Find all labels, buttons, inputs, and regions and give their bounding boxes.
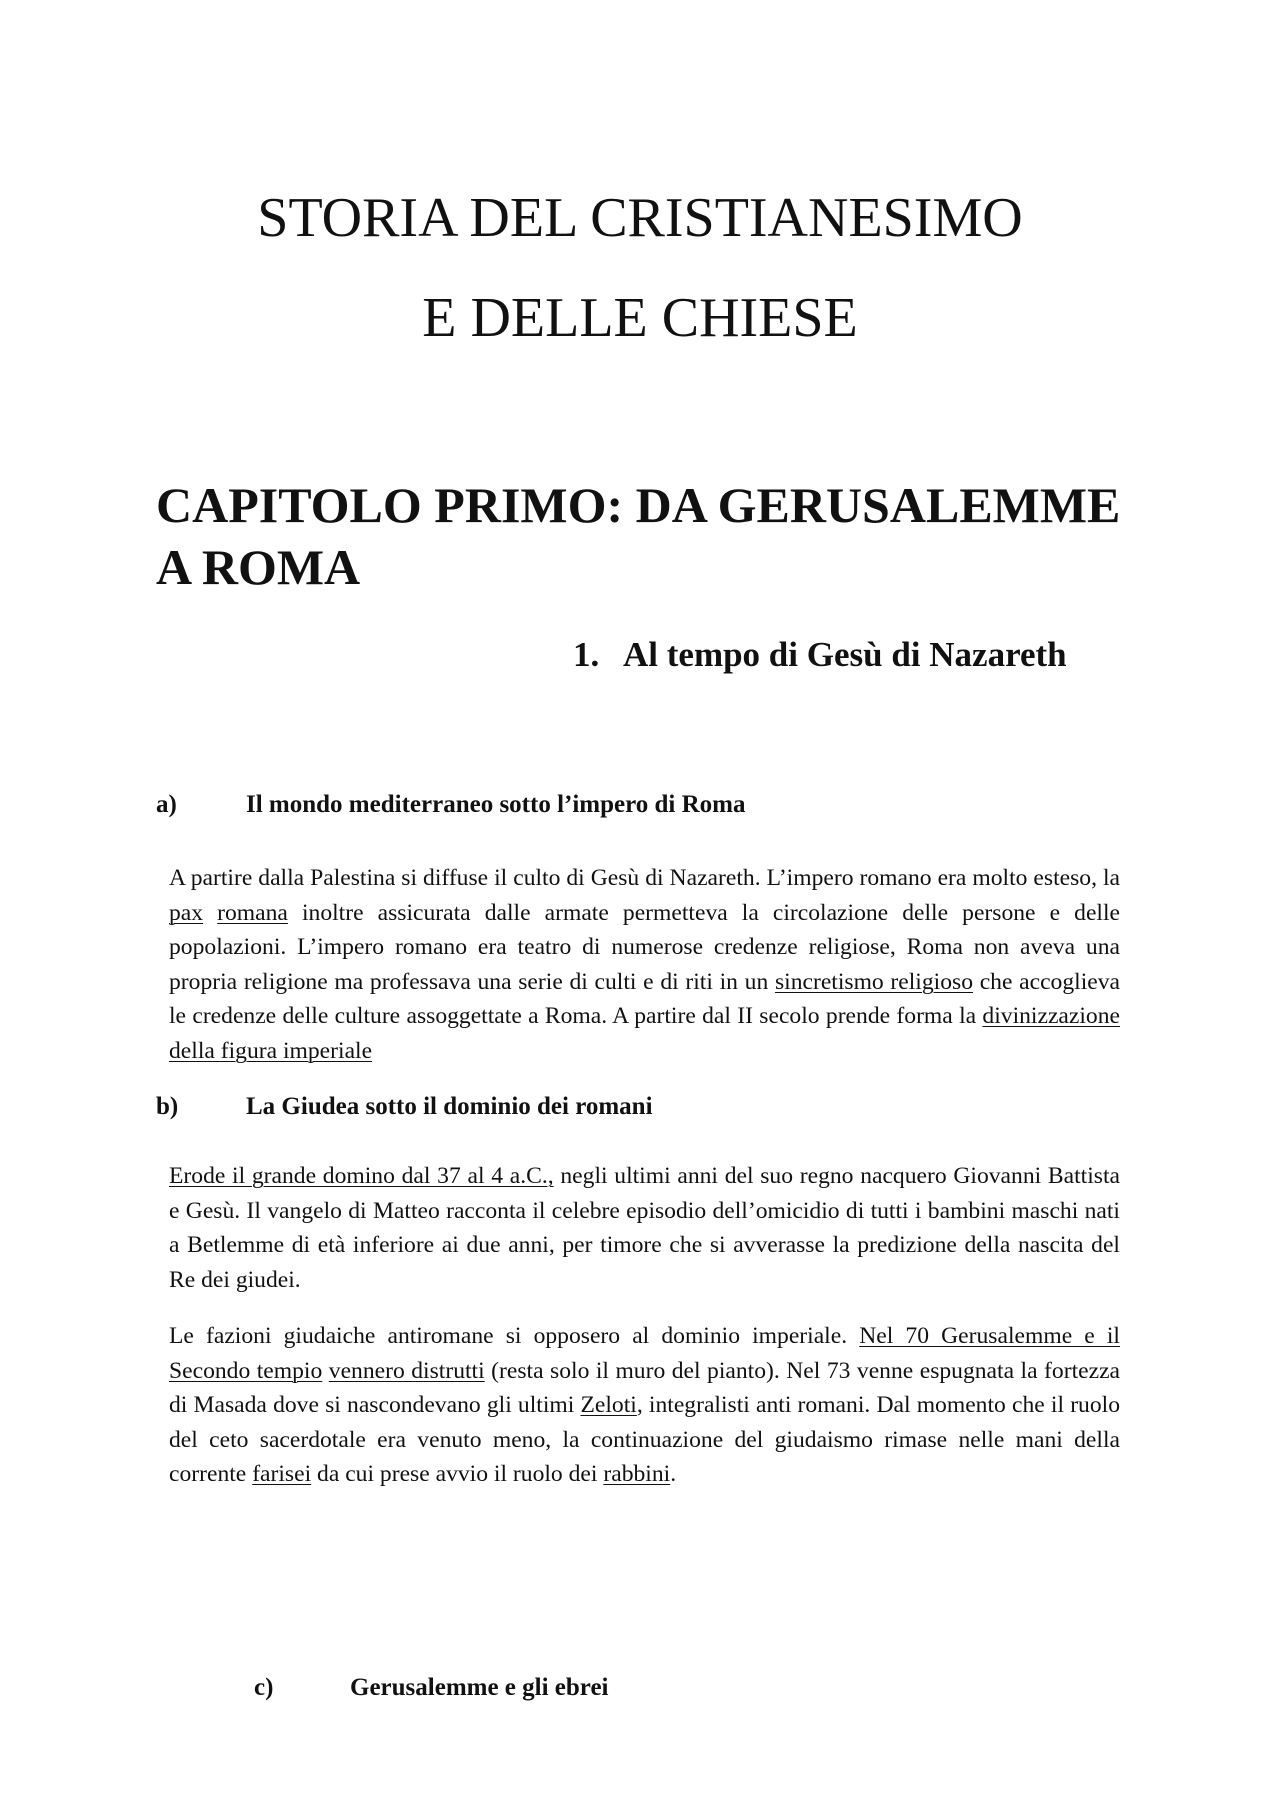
text-run: .: [670, 1461, 677, 1488]
section-number: 1.: [573, 635, 600, 674]
subsection-b-title: La Giudea sotto il dominio dei romani: [246, 1093, 653, 1120]
underlined-term-nel-70: Nel 70 Gerusalemme e il Secondo tempio: [169, 1323, 1120, 1384]
subsection-b-paragraph-1: [169, 1159, 1120, 1297]
subsection-b-letter: b): [156, 1093, 179, 1120]
underlined-term-pax: pax: [169, 899, 204, 926]
text-run: , integralisti anti romani. Dal momento che il ruolo del ceto sacerdotale era venuto meno, la continuazione del giudaismo rimase nelle mani della corrente: [169, 1392, 1120, 1488]
underlined-term-divinizzazione: divinizzazione della figura imperiale: [169, 1003, 1120, 1064]
document-title-line-1: STORIA DEL CRISTIANESIMO: [257, 187, 1023, 249]
chapter-title: CAPITOLO PRIMO: DA GERUSALEMME A ROMA: [156, 477, 1121, 595]
text-run: che accoglieva le credenze delle culture assoggettate a Roma. A partire dal II secolo prende forma la: [169, 968, 1120, 1030]
text-run: negli ultimi anni del suo regno nacquero Giovanni Battista e Gesù. Il vangelo di Matteo racconta il celebre episodio dell’omicidio di tutti i bambini maschi nati a Betlemme di età inferiore ai due anni, per timore che si avverasse la predizione della nascita del Re dei giudei.: [169, 1163, 1120, 1293]
subsection-a-letter: a): [156, 791, 177, 818]
underlined-term-farisei: farisei: [252, 1461, 312, 1488]
underlined-term-sincretismo: sincretismo religioso: [774, 968, 973, 995]
subsection-a-title: Il mondo mediterraneo sotto l’impero di Roma: [246, 791, 746, 818]
subsection-b-paragraph-2: [169, 1319, 1120, 1492]
subsection-c-title: Gerusalemme e gli ebrei: [350, 1674, 609, 1701]
text-run: (resta solo il muro del pianto). Nel 73 venne espugnata la fortezza di Masada dove si nascondevano gli ultimi: [169, 1357, 1121, 1419]
underlined-term-zeloti: Zeloti: [580, 1392, 637, 1419]
document-title-line-2: E DELLE CHIESE: [422, 287, 858, 349]
text-run: Le fazioni giudaiche antiromane si opposero al dominio imperiale.: [169, 1323, 860, 1349]
text-run: A partire dalla Palestina si diffuse il culto di Gesù di Nazareth. L’impero romano era molto esteso, la: [169, 865, 1120, 891]
underlined-term-rabbini: rabbini: [603, 1461, 671, 1488]
subsection-a-paragraph: [169, 861, 1120, 1069]
text-run: inoltre assicurata dalle armate permetteva la circolazione delle persone e delle popolazioni. L’impero romano era teatro di numerose credenze religiose, Roma non aveva una propria religione ma professava una serie di culti e di riti in un: [169, 899, 1120, 995]
section-heading: [573, 634, 1067, 676]
text-run: [203, 900, 217, 926]
underlined-term-vennero-distrutti: vennero distrutti: [328, 1357, 485, 1384]
text-run: da cui prese avvio il ruolo dei: [311, 1461, 604, 1488]
subsection-c-letter: c): [254, 1674, 274, 1701]
underlined-term-romana: romana: [217, 899, 288, 926]
underlined-term-erode: Erode il grande domino dal 37 al 4 a.C.,: [169, 1163, 554, 1189]
section-title: Al tempo di Gesù di Nazareth: [623, 635, 1067, 674]
